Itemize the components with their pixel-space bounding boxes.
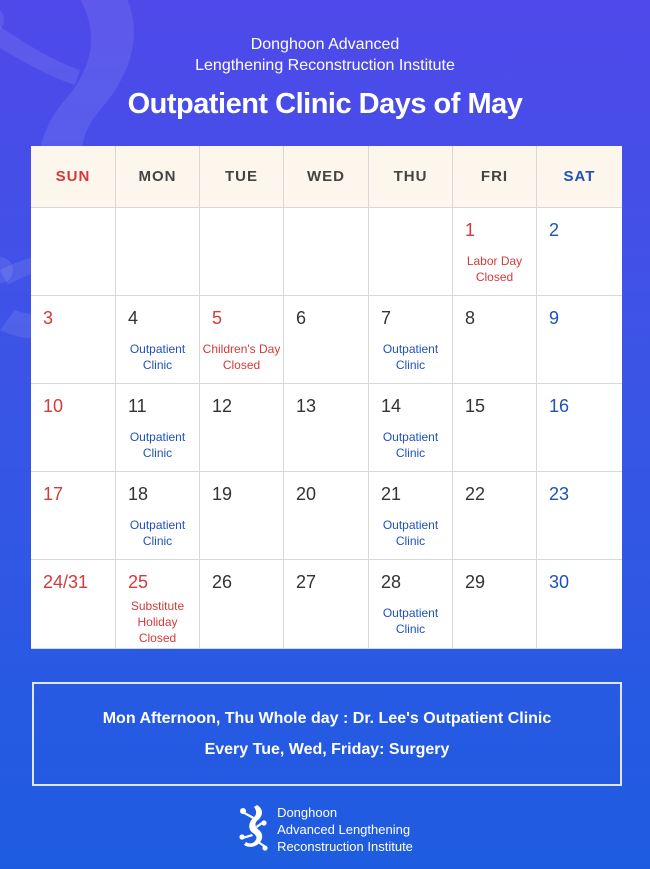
calendar-cell — [284, 296, 369, 384]
calendar-cell — [31, 384, 116, 472]
day-number: 17 — [43, 484, 64, 504]
calendar-cell — [116, 560, 200, 649]
day-note: Outpatient Clinic — [382, 342, 439, 372]
calendar-cell — [116, 296, 200, 384]
institute-name-line2: Lengthening Reconstruction Institute — [195, 57, 455, 74]
calendar-cell — [537, 296, 622, 384]
footer-line2: Advanced Lengthening — [277, 821, 411, 837]
day-note: Outpatient Clinic — [382, 430, 439, 460]
day-header-wed: WED — [284, 146, 369, 208]
institute-name — [0, 34, 650, 76]
calendar-cell — [453, 384, 537, 472]
day-number: 3 — [43, 308, 54, 328]
calendar-cell — [537, 472, 622, 560]
day-note: Children's Day Closed — [202, 342, 281, 372]
day-number: 20 — [296, 484, 317, 504]
day-number: 8 — [465, 308, 476, 328]
institute-name-line1: Donghoon Advanced — [250, 36, 400, 53]
day-header-mon: MON — [116, 146, 200, 208]
day-number: 9 — [549, 308, 560, 328]
day-number: 28 — [381, 572, 402, 592]
day-header-sat: SAT — [537, 146, 622, 208]
schedule-info-line2: Every Tue, Wed, Friday: Surgery — [204, 740, 450, 758]
day-number: 22 — [465, 484, 486, 504]
day-number: 2 — [549, 220, 560, 240]
calendar-cell — [537, 384, 622, 472]
day-number: 10 — [43, 396, 64, 416]
day-note: Outpatient Clinic — [382, 606, 439, 636]
footer-line3: Reconstruction Institute — [277, 838, 413, 854]
day-number: 6 — [296, 308, 307, 328]
day-header-tue: TUE — [200, 146, 284, 208]
calendar-cell — [369, 472, 453, 560]
day-number: 12 — [212, 396, 233, 416]
day-number: 18 — [128, 484, 149, 504]
day-number: 14 — [381, 396, 402, 416]
calendar-cell — [200, 384, 284, 472]
calendar-cell — [453, 472, 537, 560]
day-number: 15 — [465, 396, 486, 416]
calendar-cell — [200, 472, 284, 560]
calendar-cell — [31, 208, 116, 296]
day-number: 11 — [128, 396, 147, 416]
page-title: Outpatient Clinic Days of May — [127, 88, 523, 120]
calendar-cell — [369, 560, 453, 649]
calendar-cell — [200, 208, 284, 296]
day-number: 25 — [128, 572, 149, 592]
schedule-info-line1: Mon Afternoon, Thu Whole day : Dr. Lee's Outpatient Clinic — [102, 709, 552, 727]
day-number: 23 — [549, 484, 570, 504]
calendar-cell — [116, 384, 200, 472]
day-note: Outpatient Clinic — [382, 518, 439, 548]
footer-logo — [0, 803, 650, 855]
day-number: 13 — [296, 396, 317, 416]
day-note: Labor Day Closed — [466, 254, 523, 284]
day-header-fri: FRI — [453, 146, 537, 208]
calendar-cell — [116, 208, 200, 296]
calendar-cell — [31, 472, 116, 560]
day-number: 26 — [212, 572, 233, 592]
calendar-cell — [284, 208, 369, 296]
calendar-cell — [284, 384, 369, 472]
calendar-cell — [369, 384, 453, 472]
calendar-cell — [537, 208, 622, 296]
calendar-cell — [453, 296, 537, 384]
calendar-cell — [31, 296, 116, 384]
calendar-cell — [537, 560, 622, 649]
calendar-cell — [369, 296, 453, 384]
calendar-cell — [284, 472, 369, 560]
day-header-sun: SUN — [31, 146, 116, 208]
day-number: 30 — [549, 572, 570, 592]
day-number: 29 — [465, 572, 486, 592]
day-number: 7 — [381, 308, 392, 328]
institute-header — [0, 34, 650, 76]
day-note: Outpatient Clinic — [129, 430, 186, 460]
calendar-cell — [453, 208, 537, 296]
gecko-logo-icon — [237, 803, 271, 855]
day-number: 19 — [212, 484, 233, 504]
day-number: 16 — [549, 396, 570, 416]
day-number: 1 — [465, 220, 476, 240]
footer-institute-name — [277, 804, 413, 855]
calendar-cell — [369, 208, 453, 296]
day-header-thu: THU — [369, 146, 453, 208]
calendar-grid — [31, 146, 622, 649]
day-number: 4 — [128, 308, 139, 328]
day-note: Outpatient Clinic — [129, 518, 186, 548]
calendar-cell — [200, 560, 284, 649]
day-note: Substitute Holiday Closed — [130, 599, 185, 645]
calendar-cell — [284, 560, 369, 649]
day-note: Outpatient Clinic — [129, 342, 186, 372]
day-number: 27 — [296, 572, 317, 592]
day-number: 24/31 — [43, 572, 89, 592]
day-number: 21 — [381, 484, 402, 504]
footer-line1: Donghoon — [277, 804, 338, 820]
schedule-info-box — [32, 682, 622, 786]
calendar-cell — [31, 560, 116, 649]
calendar-cell — [116, 472, 200, 560]
day-number: 5 — [212, 308, 223, 328]
calendar-cell — [453, 560, 537, 649]
calendar-cell — [200, 296, 284, 384]
